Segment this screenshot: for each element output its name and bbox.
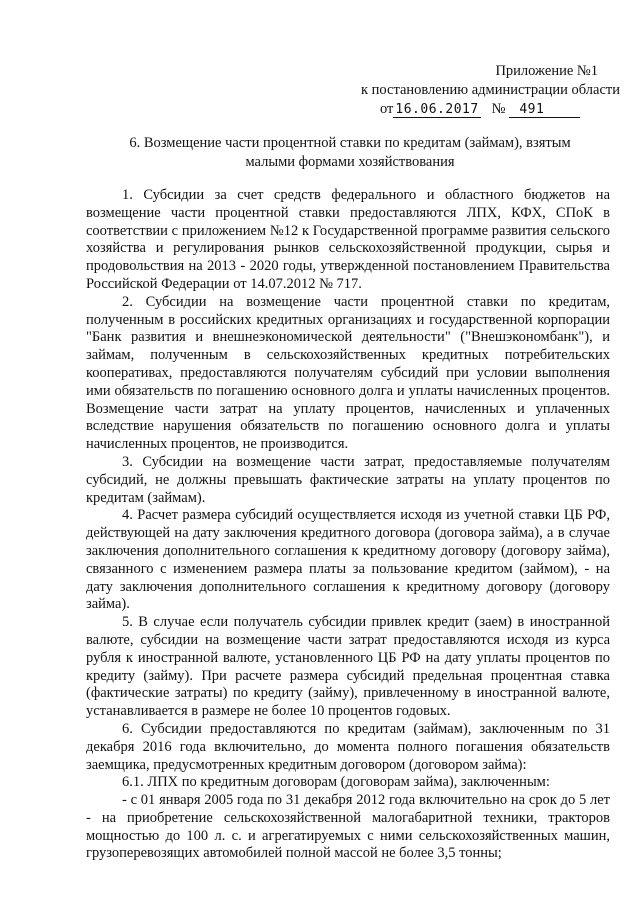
paragraph-6: 6. Субсидии предоставляются по кредитам (займам), заключенным по 31 декабря 2016 года включительно, до момента полного погашения обязательств заемщика, предусмотренных кредитным договором (договором займа): xyxy=(86,720,610,773)
number-prefix: № xyxy=(491,101,506,117)
paragraph-1: 1. Субсидии за счет средств федерального и областного бюджетов на возмещение части процентной ставки предоставляются ЛПХ, КФХ, СПоК в соответствии с приложением №12 к Государственной программе развития сельского хозяйства и регулирования рынков сельскохозяйственной продукции, сырья и продовольствия на 2013 - 2020 годы, утвержденной постановлением Правительства Российской Федерации от 14.07.2012 № 717. xyxy=(86,187,610,292)
section-heading xyxy=(100,134,600,172)
paragraph-5: 5. В случае если получатель субсидии привлек кредит (заем) в иностранной валюте, субсидии на возмещение части затрат предоставляются исходя из курса рубля к иностранной валюте, установленного ЦБ РФ на дату уплаты процентов по кредиту (займу). При расчете размера субсидий предельная процентная ставка (фактические затраты) по кредиту (займу), привлеченному в иностранной валюте, устанавливается в размере не более 10 процентов годовых. xyxy=(86,614,610,720)
appendix-date-number xyxy=(330,100,620,119)
paragraph-4: 4. Расчет размера субсидий осуществляется исходя из учетной ставки ЦБ РФ, действующей на дату заключения кредитного договора (договора займа), а в случае заключения дополнительного соглашения к кредитному договору (договору займа), связанного с изменением размера платы за пользование кредитом (займом), - на дату заключения дополнительного соглашения к кредитному договору (договору займа). xyxy=(86,507,610,613)
paragraph-2: 2. Субсидии на возмещение части процентной ставки по кредитам, полученным в российских кредитных организациях и государственной корпорации "Банк развития и внешнеэкономической деятельности" ("Внешэкономбанк"), и займам, полученным в сельскохозяйственных кредитных потребительских кооперативах, предоставляются получателям субсидий при условии выполнения ими обязательств по погашению основного долга и уплаты начисленных процентов. Возмещение части затрат на уплату процентов, начисленных и уплаченных вследствие нарушения обязательств по погашению основного долга и уплаты начисленных процентов, не производится. xyxy=(86,293,610,453)
handwritten-date: 16.06.2017 xyxy=(395,102,479,117)
date-prefix: от xyxy=(380,101,394,117)
section-heading-line2: малыми формами хозяйствования xyxy=(245,154,455,170)
appendix-subtitle: к постановлению администрации области xyxy=(360,82,620,98)
paragraph-6-1: 6.1. ЛПХ по кредитным договорам (договорам займа), заключенным: xyxy=(122,774,550,791)
appendix-title: Приложение №1 xyxy=(495,63,598,79)
paragraph-3: 3. Субсидии на возмещение части затрат, предоставляемые получателям субсидий, не должны превышать фактические затраты на уплату процентов по кредитам (займам). xyxy=(86,453,610,506)
section-heading-line1: 6. Возмещение части процентной ставки по кредитам (займам), взятым xyxy=(129,135,571,151)
paragraph-6-1-item: - с 01 января 2005 года по 31 декабря 2012 года включительно на срок до 5 лет - на приобретение сельскохозяйственной малогабаритной техники, тракторов мощностью до 100 л. с. и агрегатируемых с ними сельскохозяйственных машин, грузоперевозящих автомобилей полной массой не более 3,5 тонны; xyxy=(86,792,610,862)
document-body xyxy=(86,187,610,863)
appendix-block xyxy=(330,62,620,119)
handwritten-number: 491 xyxy=(509,102,580,118)
